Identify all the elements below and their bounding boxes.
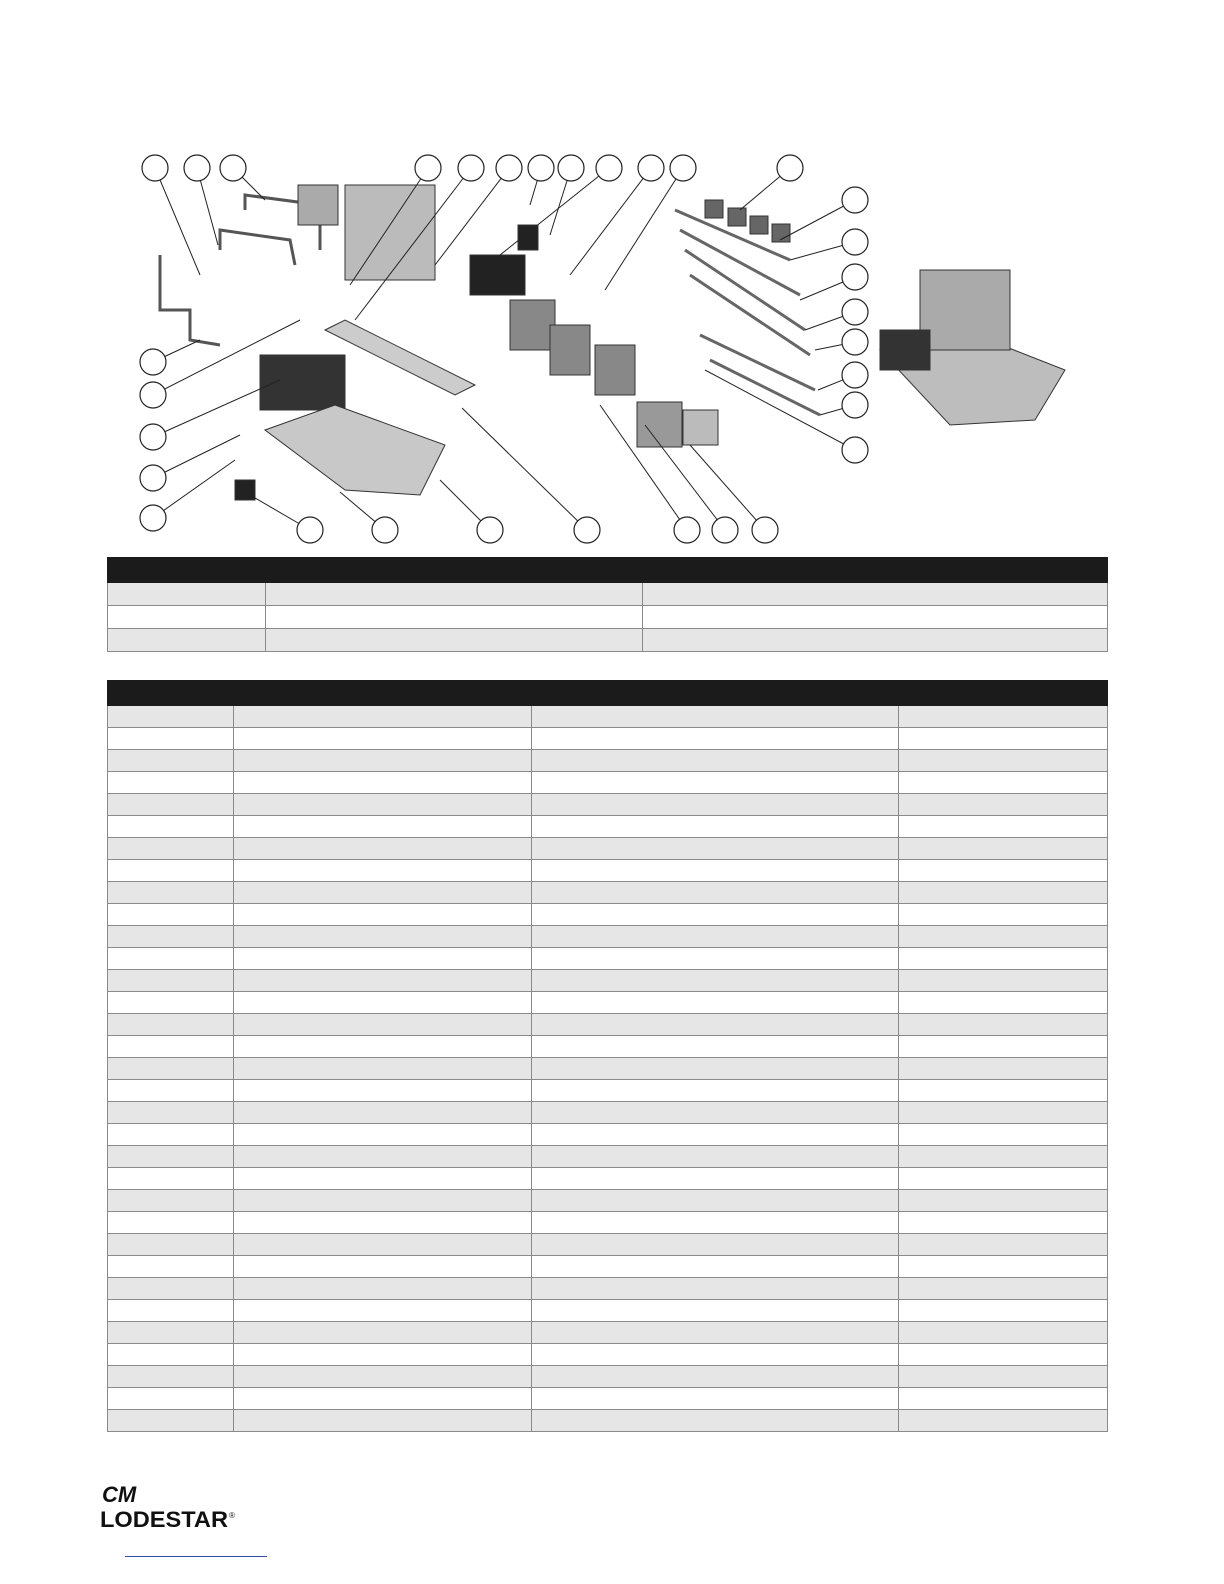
table-row <box>108 772 1108 794</box>
table-cell <box>108 882 234 904</box>
callout-bubble <box>297 517 323 543</box>
table-cell <box>532 838 899 860</box>
table-cell <box>266 629 643 652</box>
jumper-wire <box>685 250 805 330</box>
summary-col-2 <box>266 558 643 583</box>
table-cell <box>532 1388 899 1410</box>
table-row <box>108 1036 1108 1058</box>
parts-table-header <box>108 681 1108 706</box>
table-row <box>108 1058 1108 1080</box>
callout-bubble <box>842 362 868 388</box>
callout-bubble <box>842 264 868 290</box>
table-row <box>108 1388 1108 1410</box>
table-row <box>108 1344 1108 1366</box>
table-cell <box>899 904 1108 926</box>
fuse <box>518 225 538 250</box>
callout-leader-line <box>605 168 683 290</box>
table-cell <box>108 970 234 992</box>
callout-leader-line <box>153 460 235 518</box>
table-cell <box>899 1410 1108 1432</box>
table-cell <box>108 794 234 816</box>
push-button <box>235 480 255 500</box>
callout-bubble <box>842 229 868 255</box>
table-cell <box>234 728 532 750</box>
table-cell <box>532 948 899 970</box>
table-cell <box>108 1410 234 1432</box>
parts-list-table <box>107 680 1108 1432</box>
assembled-transformer <box>880 330 930 370</box>
table-row <box>108 970 1108 992</box>
table-cell <box>532 728 899 750</box>
table-cell <box>108 706 234 728</box>
parts-drawing <box>160 185 1065 500</box>
table-cell <box>532 1256 899 1278</box>
table-cell <box>234 1322 532 1344</box>
table-cell <box>108 1080 234 1102</box>
table-row <box>108 992 1108 1014</box>
table-cell <box>108 904 234 926</box>
callout-bubble <box>140 382 166 408</box>
table-cell <box>532 1322 899 1344</box>
table-row <box>108 926 1108 948</box>
logo-lodestar: LODESTAR <box>100 1507 229 1532</box>
table-cell <box>532 706 899 728</box>
table-cell <box>532 1168 899 1190</box>
table-row <box>108 816 1108 838</box>
table-cell <box>234 1102 532 1124</box>
table-cell <box>899 1234 1108 1256</box>
table-row <box>108 1366 1108 1388</box>
table-cell <box>234 1036 532 1058</box>
table-cell <box>108 1300 234 1322</box>
end-stop <box>683 410 718 445</box>
table-cell <box>108 1014 234 1036</box>
table-cell <box>108 1190 234 1212</box>
table-cell <box>266 606 643 629</box>
callout-bubble <box>142 155 168 181</box>
table-row <box>108 1410 1108 1432</box>
table-cell <box>532 1036 899 1058</box>
callout-bubble <box>140 424 166 450</box>
table-cell <box>234 1234 532 1256</box>
table-cell <box>234 706 532 728</box>
table-cell <box>899 1058 1108 1080</box>
callout-bubble <box>596 155 622 181</box>
table-cell <box>532 1410 899 1432</box>
parts-col-2 <box>234 681 532 706</box>
table-row <box>108 1212 1108 1234</box>
summary-col-3 <box>643 558 1108 583</box>
assembled-contactor <box>920 270 1010 350</box>
footer-link-underline[interactable] <box>125 1556 267 1557</box>
table-cell <box>108 926 234 948</box>
callout-bubble <box>842 329 868 355</box>
callout-bubble <box>528 155 554 181</box>
callout-bubble <box>777 155 803 181</box>
table-cell <box>899 882 1108 904</box>
table-row <box>108 860 1108 882</box>
table-cell <box>234 772 532 794</box>
callout-bubble <box>712 517 738 543</box>
table-cell <box>899 816 1108 838</box>
table-cell <box>234 838 532 860</box>
din-rail <box>325 320 475 395</box>
end-plate <box>637 402 682 447</box>
table-cell <box>899 948 1108 970</box>
table-row <box>108 1190 1108 1212</box>
cm-lodestar-logo <box>100 1482 240 1532</box>
callout-bubble <box>842 437 868 463</box>
terminal-block <box>550 325 590 375</box>
table-cell <box>108 1344 234 1366</box>
table-row <box>108 750 1108 772</box>
table-cell <box>643 583 1108 606</box>
table-row <box>108 1146 1108 1168</box>
table-cell <box>899 1344 1108 1366</box>
table-cell <box>532 772 899 794</box>
callout-leader-line <box>475 168 609 275</box>
table-cell <box>234 1146 532 1168</box>
table-cell <box>108 948 234 970</box>
table-row <box>108 728 1108 750</box>
callout-bubble <box>638 155 664 181</box>
table-cell <box>899 794 1108 816</box>
table-row <box>108 1014 1108 1036</box>
table-cell <box>234 1344 532 1366</box>
callout-bubble <box>458 155 484 181</box>
table-cell <box>108 1278 234 1300</box>
table-cell <box>532 816 899 838</box>
table-cell <box>108 1234 234 1256</box>
table-cell <box>108 1102 234 1124</box>
summary-col-1 <box>108 558 266 583</box>
table-row <box>108 1102 1108 1124</box>
table-cell <box>108 1212 234 1234</box>
table-cell <box>643 606 1108 629</box>
table-cell <box>234 1366 532 1388</box>
jumper-wire <box>690 275 810 355</box>
table-cell <box>234 904 532 926</box>
callout-bubble <box>184 155 210 181</box>
table-row <box>108 629 1108 652</box>
callout-bubble <box>558 155 584 181</box>
parts-col-1 <box>108 681 234 706</box>
terminal-block <box>510 300 555 350</box>
callout-bubble <box>372 517 398 543</box>
callout-bubble <box>140 349 166 375</box>
table-row <box>108 706 1108 728</box>
table-cell <box>532 1102 899 1124</box>
table-cell <box>234 1080 532 1102</box>
parts-col-3 <box>532 681 899 706</box>
table-cell <box>108 1124 234 1146</box>
base-plate <box>265 405 445 495</box>
wire-bracket <box>220 230 295 265</box>
table-cell <box>532 970 899 992</box>
table-row <box>108 794 1108 816</box>
table-cell <box>532 926 899 948</box>
table-cell <box>234 882 532 904</box>
table-cell <box>532 1080 899 1102</box>
table-cell <box>532 794 899 816</box>
table-cell <box>532 992 899 1014</box>
table-cell <box>108 838 234 860</box>
summary-table <box>107 557 1108 652</box>
table-row <box>108 583 1108 606</box>
callout-bubble <box>670 155 696 181</box>
table-cell <box>234 1388 532 1410</box>
table-cell <box>899 1036 1108 1058</box>
table-cell <box>532 1058 899 1080</box>
table-row <box>108 904 1108 926</box>
table-cell <box>108 992 234 1014</box>
table-cell <box>899 860 1108 882</box>
table-cell <box>532 1234 899 1256</box>
table-cell <box>532 1278 899 1300</box>
table-cell <box>234 860 532 882</box>
table-cell <box>899 706 1108 728</box>
callout-bubble <box>140 505 166 531</box>
table-cell <box>108 750 234 772</box>
callout-bubble <box>574 517 600 543</box>
table-cell <box>108 728 234 750</box>
table-cell <box>108 1146 234 1168</box>
table-cell <box>899 1322 1108 1344</box>
table-cell <box>108 1322 234 1344</box>
callout-bubble <box>752 517 778 543</box>
table-row <box>108 838 1108 860</box>
table-row <box>108 1234 1108 1256</box>
table-cell <box>108 606 266 629</box>
table-cell <box>266 583 643 606</box>
table-cell <box>899 1102 1108 1124</box>
summary-table-header <box>108 558 1108 583</box>
parts-table-body <box>108 706 1108 1432</box>
table-row <box>108 948 1108 970</box>
table-cell <box>234 948 532 970</box>
table-cell <box>108 1058 234 1080</box>
table-cell <box>899 1300 1108 1322</box>
table-cell <box>234 1300 532 1322</box>
table-cell <box>108 860 234 882</box>
table-cell <box>234 926 532 948</box>
table-cell <box>643 629 1108 652</box>
table-cell <box>234 1190 532 1212</box>
table-cell <box>532 1146 899 1168</box>
table-cell <box>234 1410 532 1432</box>
table-cell <box>899 1256 1108 1278</box>
table-cell <box>234 992 532 1014</box>
wire-bracket <box>160 255 220 345</box>
callout-bubble <box>220 155 246 181</box>
table-cell <box>532 1366 899 1388</box>
table-cell <box>532 1344 899 1366</box>
exploded-parts-diagram <box>100 140 1130 550</box>
callout-bubble <box>842 392 868 418</box>
relay-cube <box>750 216 768 234</box>
parts-col-4 <box>899 681 1108 706</box>
table-cell <box>899 1388 1108 1410</box>
table-cell <box>234 1014 532 1036</box>
table-cell <box>899 992 1108 1014</box>
table-cell <box>532 750 899 772</box>
transformer <box>260 355 345 410</box>
callout-leader-line <box>570 168 651 275</box>
callout-leader-line <box>705 370 855 450</box>
table-cell <box>899 1080 1108 1102</box>
callout-bubble <box>477 517 503 543</box>
table-cell <box>234 750 532 772</box>
table-cell <box>532 1124 899 1146</box>
table-cell <box>899 1124 1108 1146</box>
table-row <box>108 1322 1108 1344</box>
table-row <box>108 606 1108 629</box>
table-cell <box>899 970 1108 992</box>
table-cell <box>899 1366 1108 1388</box>
table-cell <box>899 1146 1108 1168</box>
callout-bubble <box>496 155 522 181</box>
logo-registered-mark: ® <box>229 1511 235 1520</box>
table-cell <box>899 1168 1108 1190</box>
table-cell <box>108 1388 234 1410</box>
table-cell <box>234 1278 532 1300</box>
table-cell <box>108 1256 234 1278</box>
table-cell <box>899 728 1108 750</box>
table-row <box>108 1278 1108 1300</box>
callout-bubble <box>140 465 166 491</box>
table-cell <box>234 1168 532 1190</box>
callout-leader-line <box>153 435 240 478</box>
relay-cube <box>728 208 746 226</box>
callout-bubble <box>842 299 868 325</box>
table-cell <box>234 816 532 838</box>
table-cell <box>234 1124 532 1146</box>
table-cell <box>899 1278 1108 1300</box>
table-cell <box>899 1014 1108 1036</box>
table-cell <box>532 1190 899 1212</box>
table-cell <box>108 772 234 794</box>
callout-leader-line <box>435 168 509 265</box>
callout-bubble <box>674 517 700 543</box>
table-cell <box>108 629 266 652</box>
table-cell <box>532 1212 899 1234</box>
table-cell <box>532 1014 899 1036</box>
terminal-block <box>595 345 635 395</box>
table-row <box>108 1300 1108 1322</box>
table-cell <box>899 838 1108 860</box>
callout-leader-line <box>462 408 587 530</box>
table-cell <box>532 882 899 904</box>
table-cell <box>899 926 1108 948</box>
callout-bubble <box>415 155 441 181</box>
table-cell <box>234 1212 532 1234</box>
table-row <box>108 1080 1108 1102</box>
table-cell <box>108 1036 234 1058</box>
table-cell <box>234 970 532 992</box>
jumper-wire <box>710 360 820 415</box>
table-row <box>108 1168 1108 1190</box>
table-cell <box>108 583 266 606</box>
table-cell <box>532 904 899 926</box>
table-cell <box>234 1058 532 1080</box>
callout-leader-line <box>155 168 200 275</box>
table-row <box>108 1256 1108 1278</box>
table-cell <box>234 1256 532 1278</box>
table-row <box>108 1124 1108 1146</box>
table-cell <box>108 816 234 838</box>
table-cell <box>899 1212 1108 1234</box>
table-cell <box>899 1190 1108 1212</box>
table-cell <box>108 1366 234 1388</box>
contactor-block <box>298 185 338 225</box>
table-cell <box>234 794 532 816</box>
table-cell <box>899 750 1108 772</box>
table-cell <box>899 772 1108 794</box>
callout-bubble <box>842 187 868 213</box>
table-cell <box>108 1168 234 1190</box>
table-cell <box>532 1300 899 1322</box>
table-row <box>108 882 1108 904</box>
terminal-block <box>470 255 525 295</box>
relay-cube <box>705 200 723 218</box>
table-cell <box>532 860 899 882</box>
logo-cm: CM <box>102 1482 137 1507</box>
